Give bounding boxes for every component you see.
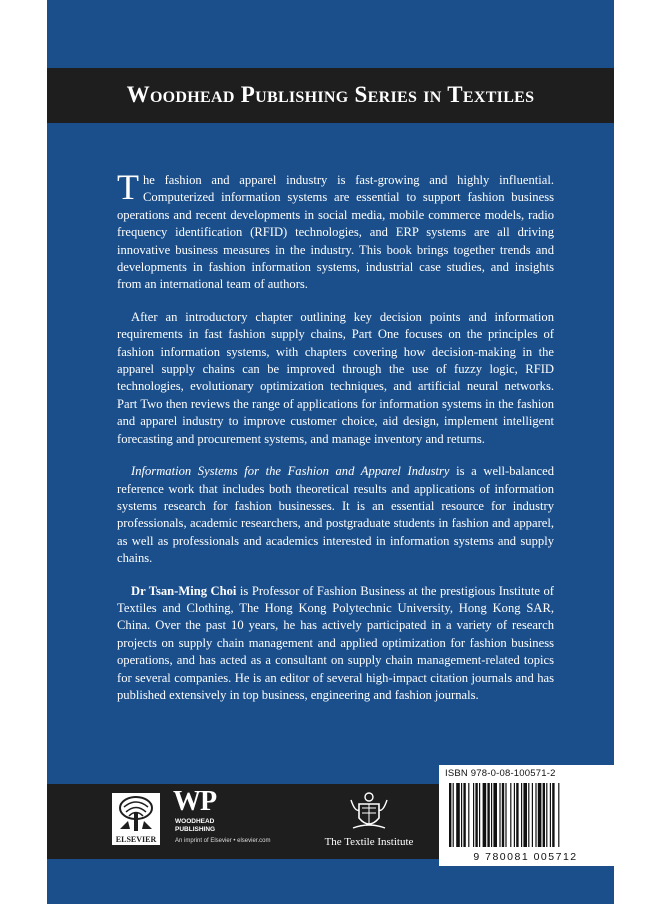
book-title: Information Systems for the Fashion and Apparel Industry xyxy=(131,464,450,479)
textile-institute-crest-icon xyxy=(347,790,391,834)
elsevier-wordmark: ELSEVIER xyxy=(115,835,157,844)
elsevier-tree-icon xyxy=(116,795,156,833)
elsevier-logo xyxy=(112,793,160,845)
isbn-text: ISBN 978-0-08-100571-2 xyxy=(445,768,556,779)
drop-cap: T xyxy=(117,167,139,207)
wp-logo-name: WOODHEAD PUBLISHING xyxy=(175,818,216,833)
back-cover xyxy=(47,0,614,904)
barcode-icon xyxy=(447,783,607,849)
series-title: Woodhead Publishing Series in Textiles xyxy=(126,82,535,107)
barcode-panel xyxy=(439,765,614,866)
series-band xyxy=(47,68,614,123)
wp-imprint-text: An imprint of Elsevier • elsevier.com xyxy=(175,838,271,844)
cover-text xyxy=(117,167,554,719)
textile-institute-name: The Textile Institute xyxy=(324,836,414,848)
author-paragraph: Dr Tsan-Ming Choi is Professor of Fashion Business at the prestigious Institute of Textiles and Clothing, The Hong Kong Polytechnic University, Hong Kong SAR, China. Over the past 10 years, he has actively participated in a variety of research projects on supply chain management and applied optimization for fashion business operations, and has acted as a consultant on supply chain management-related topics for several companies. He is an editor of several high-impact citation journals and has published extensively in top business, engineering and fashion journals. xyxy=(117,583,554,702)
contents-paragraph: After an introductory chapter outlining key decision points and information requirements in fast fashion supply chains, Part One focuses on the principles of fashion information systems, with chapters covering how decision-making in the apparel supply chains can be improved through the use of fuzzy logic, RFID technologies, evolutionary optimization techniques, and artificial neural networks. Part Two then reviews the range of applications for information systems in the fashion and apparel industry to improve customer choice, aid design, implement intelligent forecasting and procurement systems, and manage inventory and returns. xyxy=(117,309,554,446)
ean-number: 9 780081 005712 xyxy=(473,851,578,863)
author-name: Dr Tsan-Ming Choi xyxy=(131,583,237,598)
wp-logo-mark: WP xyxy=(173,786,217,817)
audience-paragraph: Information Systems for the Fashion and Apparel Industry is a well-balanced reference work that includes both theoretical results and applications of information systems research for fashion businesses. It is an essential resource for industry professionals, academic researchers, and postgraduate students in fashion and apparel, as well as professionals and academics interested in information systems and supply chains. xyxy=(117,464,554,566)
description-paragraph: The fashion and apparel industry is fast-growing and highly influential. Computerized information systems are essential to support fashion business operations and recent developments in social media, mobile commerce models, radio frequency identification (RFID) technologies, and ERP systems are all driving innovative business measures in the industry. This book brings together trends and developments in fashion information systems, industrial case studies, and insights from an international team of authors. xyxy=(117,167,554,292)
